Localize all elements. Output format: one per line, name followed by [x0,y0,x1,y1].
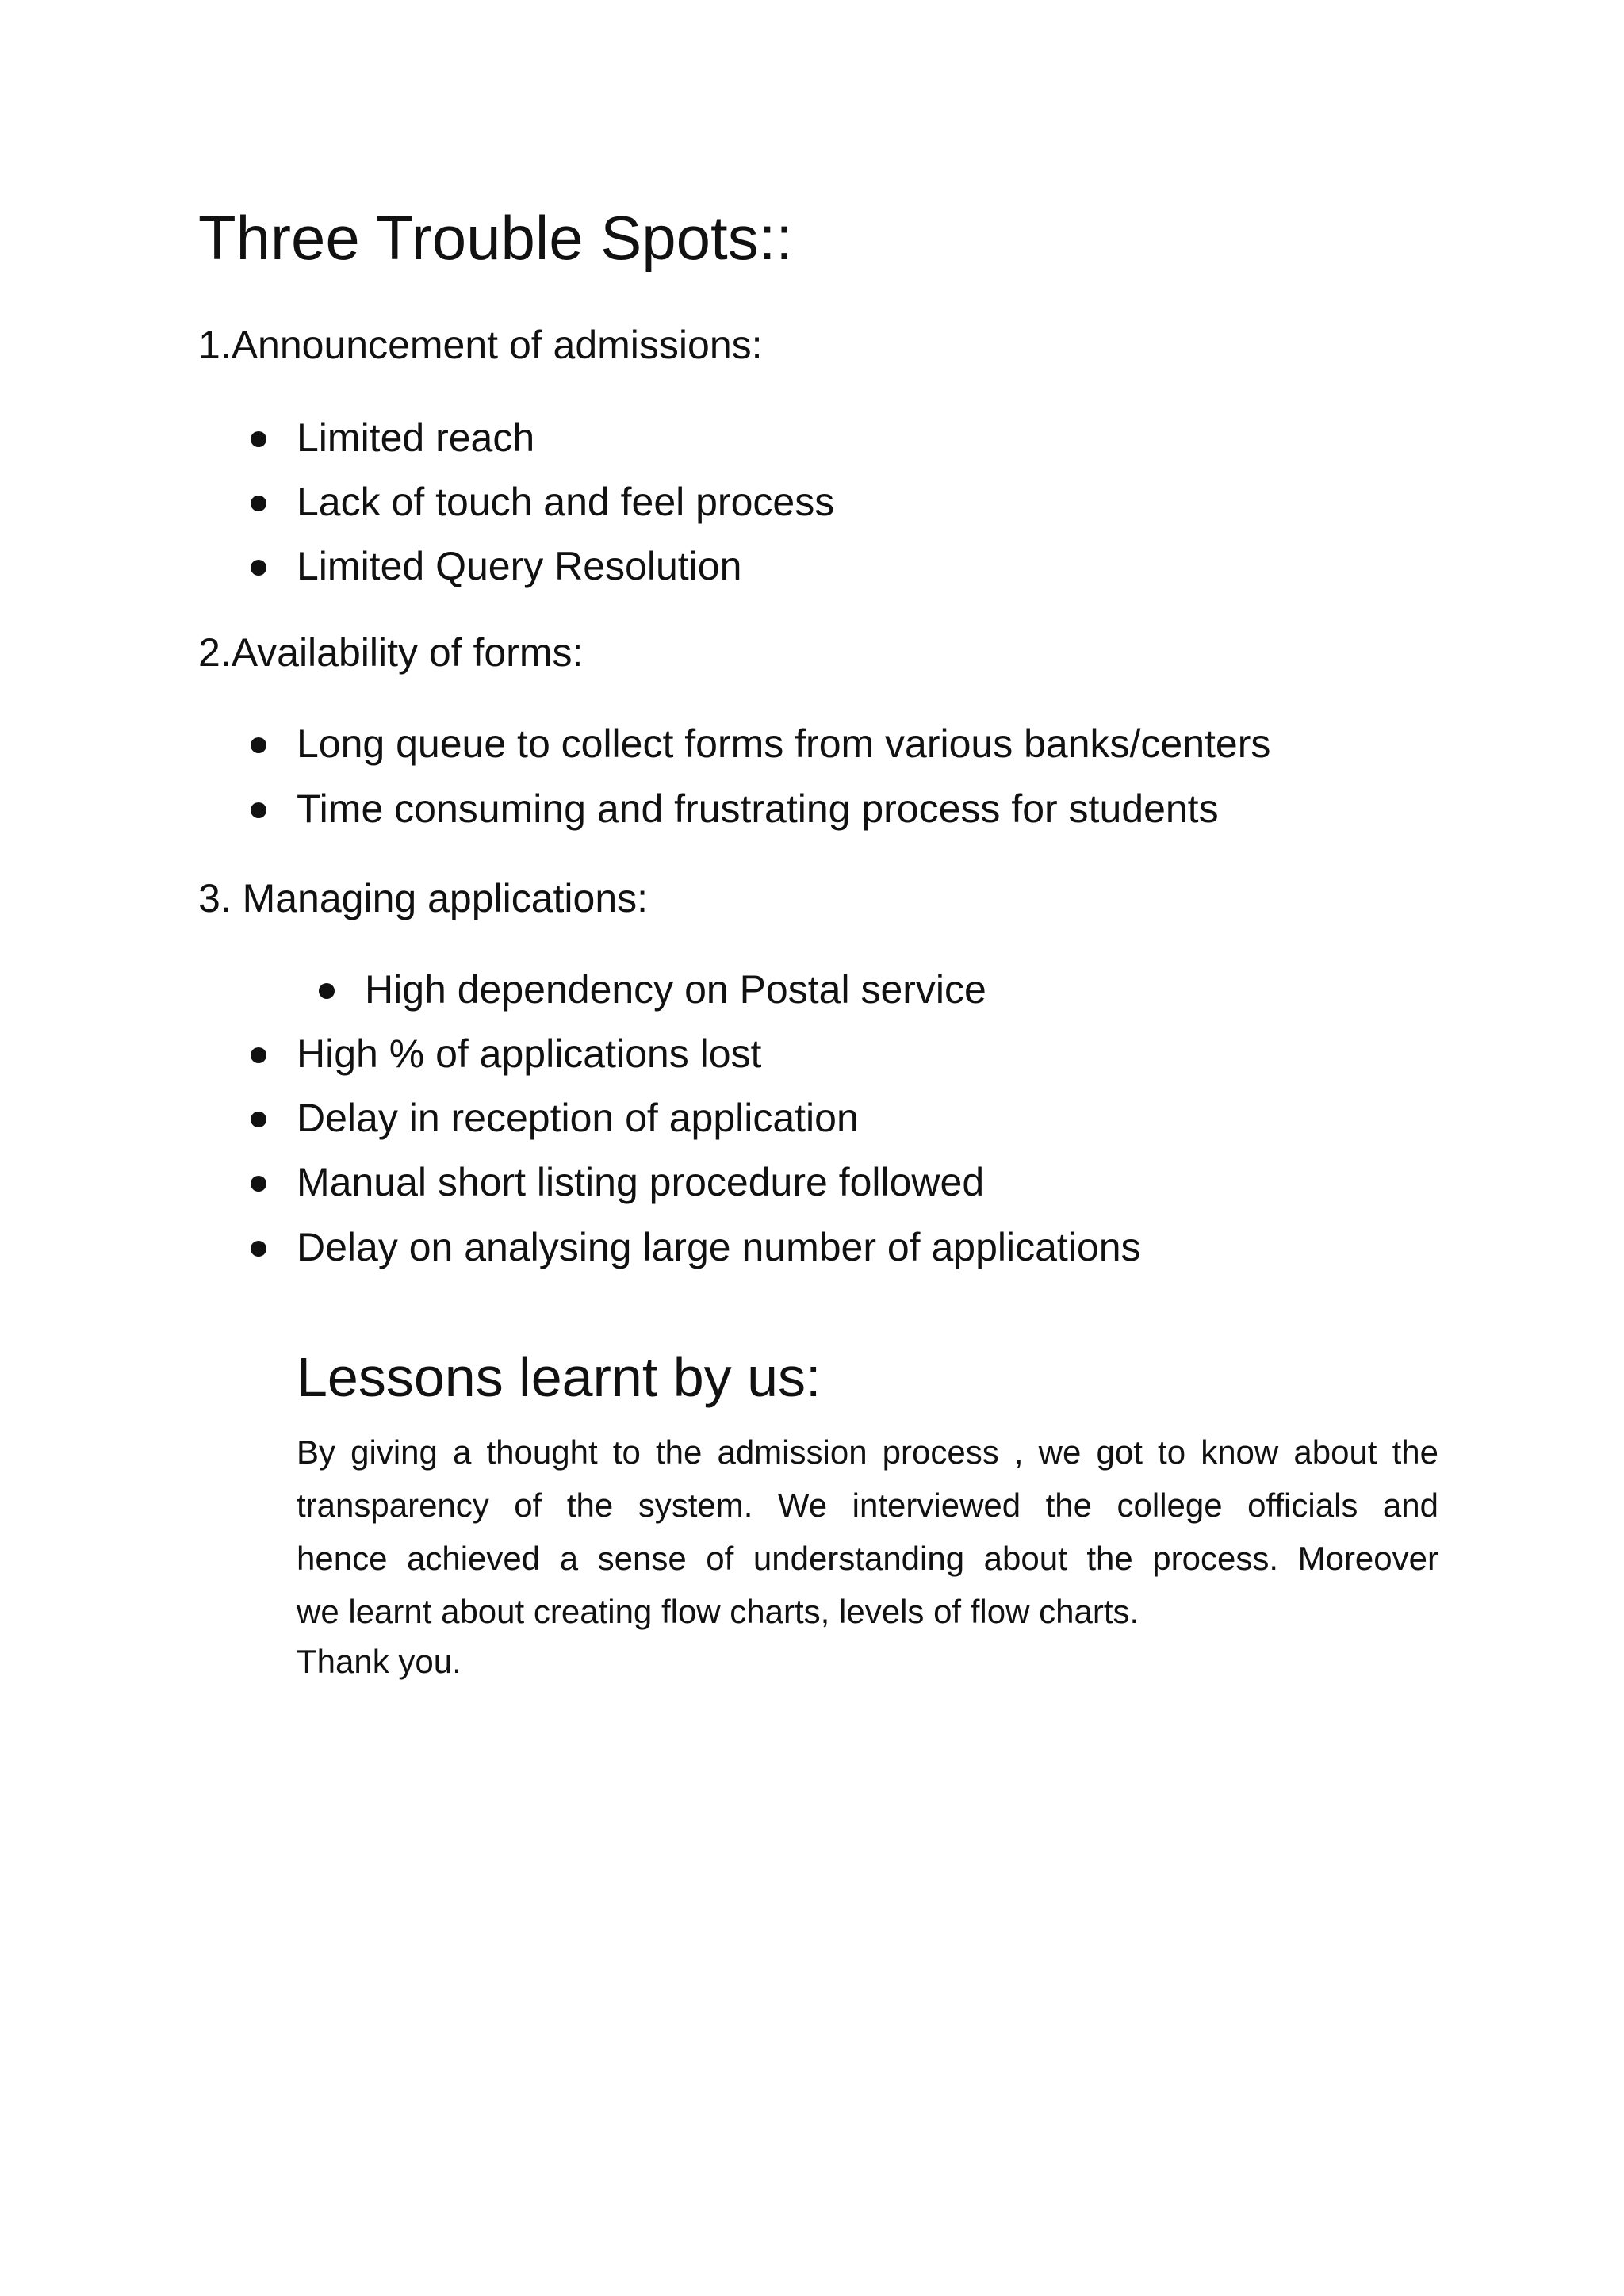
lessons-line: we learnt about creating flow charts, levels of flow charts. [297,1593,1139,1630]
page-title: Three Trouble Spots:: [198,203,794,273]
lessons-line: transparency of the system. We interviewed the college officials and [297,1487,1438,1524]
bullet-dot-icon [251,1241,266,1257]
bullet-dot-icon [251,431,266,447]
bullet-dot-icon [319,983,335,999]
lessons-paragraph [297,1425,1438,1638]
lessons-line: hence achieved a sense of understanding about the process. Moreover [297,1540,1438,1577]
list-item-text: Limited reach [297,415,535,460]
list-item-text: Delay in reception of application [297,1096,859,1140]
lessons-heading: Lessons learnt by us: [297,1346,822,1408]
section-heading-applications: 3. Managing applications: [198,876,649,920]
list-item-text: Delay on analysing large number of applications [297,1225,1141,1269]
list-item-text: Long queue to collect forms from various banks/centers [297,721,1271,766]
closing-text: Thank you. [297,1643,462,1680]
bullet-dot-icon [251,802,266,818]
section-heading-announcement: 1.Announcement of admissions: [198,323,763,367]
lessons-line: By giving a thought to the admission process , we got to know about the [297,1433,1438,1471]
bullet-dot-icon [251,1176,266,1192]
section-heading-forms: 2.Availability of forms: [198,630,584,675]
list-item-text: Lack of touch and feel process [297,480,835,524]
list-item-text: Limited Query Resolution [297,544,742,588]
bullet-dot-icon [251,737,266,753]
bullet-dot-icon [251,560,266,576]
list-item-text: High % of applications lost [297,1031,762,1076]
bullet-dot-icon [251,1112,266,1127]
list-item-text: Manual short listing procedure followed [297,1160,985,1204]
list-item-text: High dependency on Postal service [365,967,986,1012]
list-item-text: Time consuming and frustrating process for students [297,786,1219,831]
bullet-dot-icon [251,1047,266,1063]
bullet-dot-icon [251,496,266,511]
